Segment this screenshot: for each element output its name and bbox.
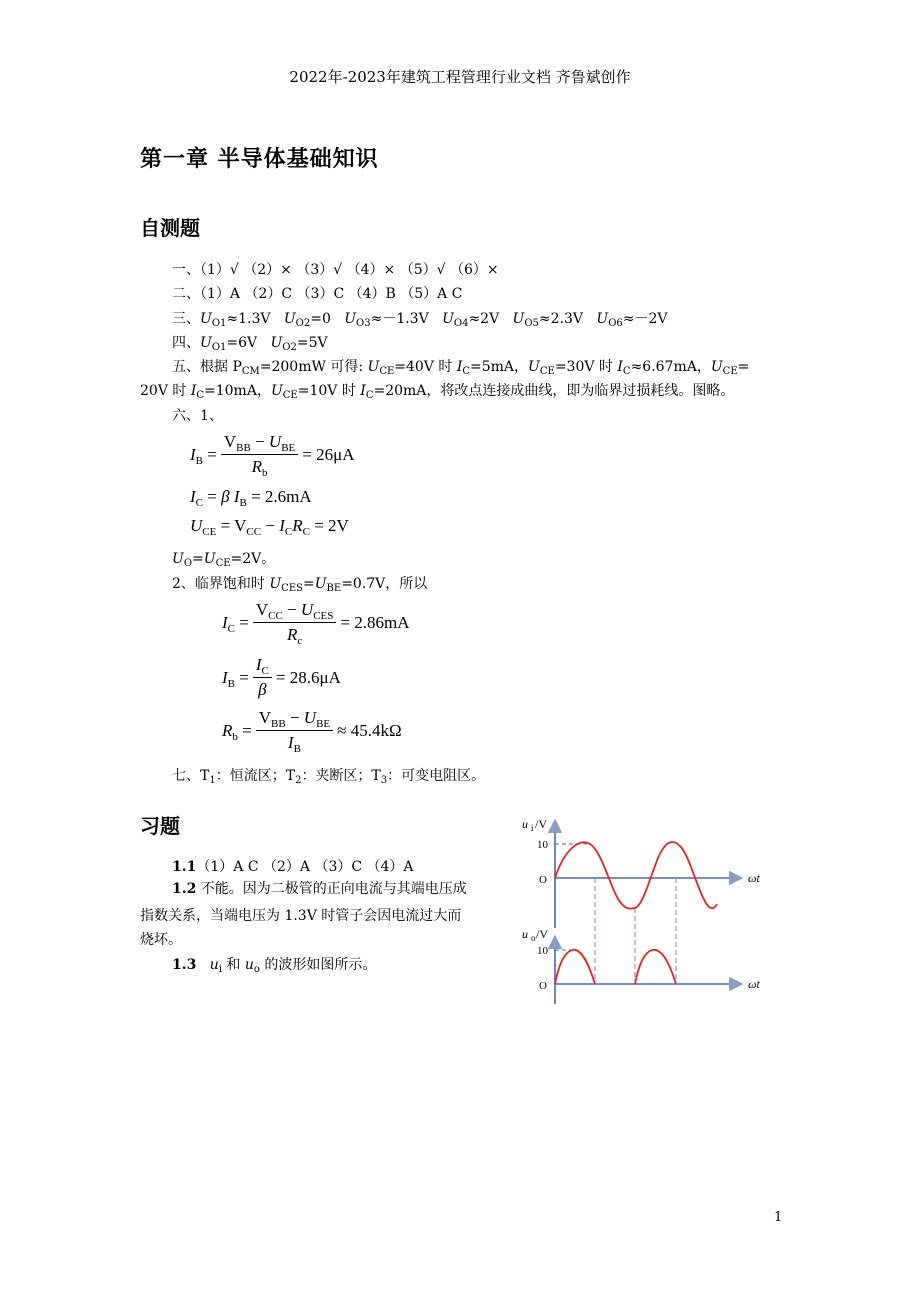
self-test-title: 自测题 [140,216,200,240]
answer-q5-line2: 20V 时 $I_C=10mA$，$U_{CE}=10V$ 时 $I_C=20mA$，将改点连接成曲线，即为临界过损耗线。图略。 [140,383,735,401]
equation-ib: $I_B$ = $\frac{V_{BB} - U_{BE}}{R_b}$ = 26μA [190,432,355,479]
equation-ic: $I_C = \beta$ $I_B$ = 2.6mA [190,487,312,509]
ui-axis-label-u: u [522,817,528,831]
equation-rb: $R_b$ = $\frac{V_{BB} - U_{BE}}{I_B}$ ≈ 45.4kΩ [222,708,402,755]
saturation-line: 2、临界饱和时 $U_{CES}=U_{BE}=0.7V$，所以 [172,576,428,594]
uo-pulse-2 [635,950,676,984]
uo-line: $U_O=U_{CE}=2V$。 [172,551,276,569]
exercise-1-1: 1.1（1）A C （2）A （3）C （4）A [172,859,414,875]
answer-q3: 三、$U_{O1}\approx 1.3V$ $U_{O2}=0$ $U_{O3}\approx-1.3V$ $U_{O4}\approx 2V$ $U_{O5}\approx 2.3V$ $U_{O6}\approx-2V$ [172,311,668,329]
ui-origin: O [539,874,547,886]
ui-wt-label: ωt [748,871,760,885]
exercises-title: 习题 [140,814,180,838]
answer-q6-label: 六、1、 [172,408,223,424]
answer-q7: 七、$T_1$：恒流区；$T_2$：夹断区；$T_3$：可变电阻区。 [172,768,486,786]
answer-q2: 二、（1）A （2）C （3）C （4）B （5）A C [172,286,463,302]
answer-q1: 一、（1）√ （2）× （3）√ （4）× （5）√ （6）× [172,262,499,278]
ui-axis-label-unit: /V [535,817,547,831]
answer-q4: 四、$U_{O1}=6V$ $U_{O2}=5V$ [172,335,328,353]
ui-waveform [555,842,717,909]
exercise-1-2-line2: 指数关系，当端电压为 1.3V 时管子会因电流过大而 [140,908,462,924]
uo-wt-label: ωt [748,977,760,991]
uo-axis-label-u: u [522,927,528,941]
equation-uce: $U_{CE} = V_{CC} - I_CR_C$ = 2V [190,516,349,538]
chapter-title: 第一章 半导体基础知识 [140,147,379,172]
uo-axis-label-sub: o [531,933,536,943]
uo-tick-10: 10 [537,945,548,957]
uo-axis-label-unit: /V [536,927,548,941]
ui-axis-label-sub: i [531,823,534,833]
exercise-1-2-line1: 1.2 不能。因为二极管的正向电流与其端电压成 [172,881,467,897]
answer-q5-line1: 五、根据 $P_{CM}=200mW$ 可得: $U_{CE}=40V$ 时 $I_C=5mA$，$U_{CE}=30V$ 时 $I_C\approx 6.67mA$，$U_{CE}=$ [172,359,750,377]
page-header: 2022年-2023年建筑工程管理行业文档 齐鲁斌创作 [289,68,631,86]
uo-pulse-1 [555,950,595,984]
exercise-1-3: 1.3 $u_i$ 和 $u_o$ 的波形如图所示。 [172,957,377,975]
equation-ic-sat: $I_C$ = $\frac{V_{CC} - U_{CES}}{R_c}$ = 2.86mA [222,600,410,647]
waveform-figure [510,808,780,1008]
equation-ib-sat: $I_B$ = $\frac{I_C}{\beta}$ = 28.6μA [222,655,341,699]
ui-tick-10: 10 [537,839,548,851]
uo-origin: O [539,980,547,992]
exercise-1-2-line3: 烧坏。 [140,932,182,948]
page-number: 1 [774,1210,783,1225]
